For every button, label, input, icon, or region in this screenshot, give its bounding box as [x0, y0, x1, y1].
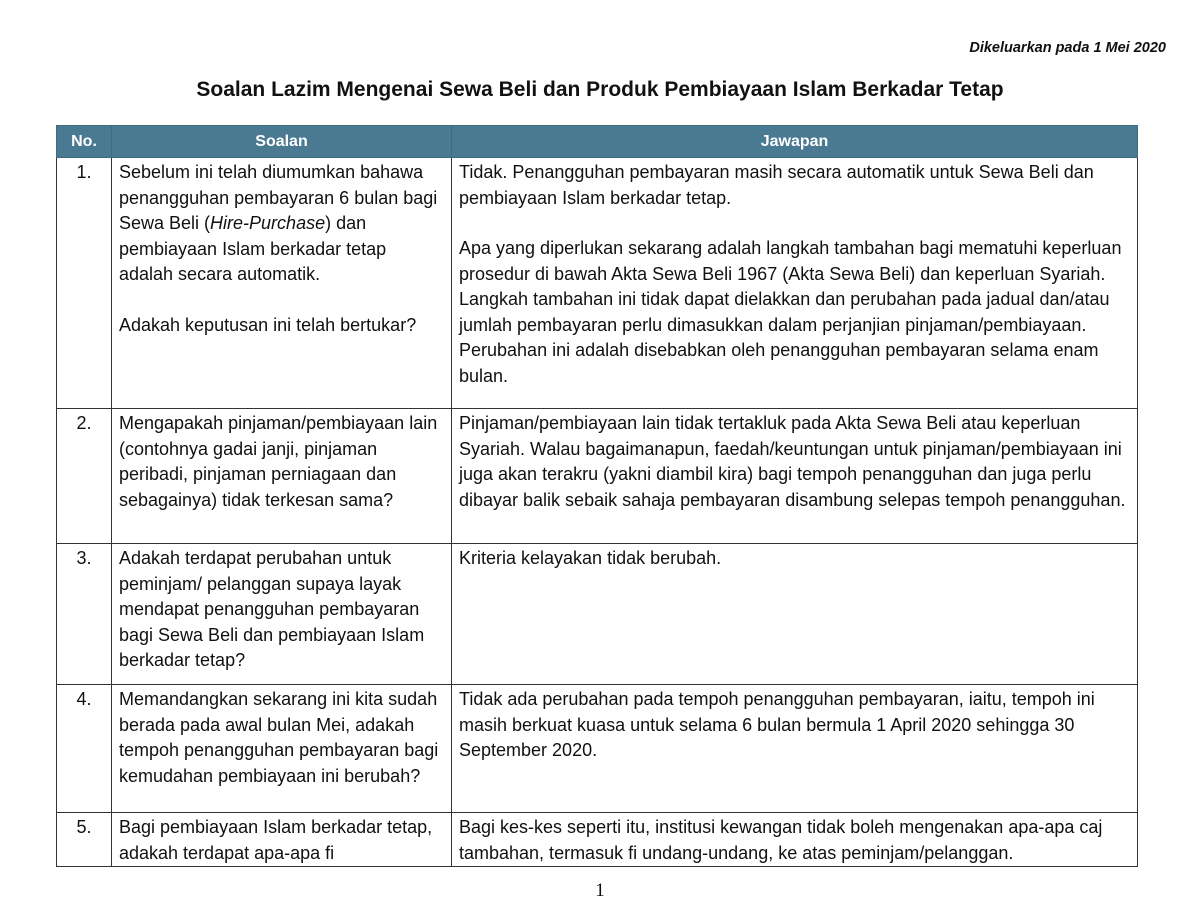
- table-row: [57, 158, 1138, 409]
- question-cell: [112, 158, 452, 409]
- answer-cell: [452, 409, 1138, 544]
- answer-paragraph: Bagi kes-kes seperti itu, institusi kewangan tidak boleh mengenakan apa-apa caj tambahan, termasuk fi undang-undang, ke atas peminjam/pelanggan.: [459, 817, 1103, 863]
- row-number: 3.: [57, 544, 112, 685]
- row-number: 4.: [57, 685, 112, 813]
- answer-paragraph: Pinjaman/pembiayaan lain tidak tertakluk pada Akta Sewa Beli atau keperluan Syariah. Walau bagaimanapun, faedah/keuntungan untuk pinjaman/pembiayaan ini juga akan terakru (yakni diambil kira) bagi tempoh penangguhan dan juga perlu dibayar balik sebaik sahaja pembayaran disambung selepas tempoh penangguhan.: [459, 413, 1126, 510]
- row-number: 1.: [57, 158, 112, 409]
- question-paragraph: Sebelum ini telah diumumkan bahawa penangguhan pembayaran 6 bulan bagi Sewa Beli (Hire-Purchase) dan pembiayaan Islam berkadar tetap adalah secara automatik.: [119, 162, 438, 284]
- faq-table: [56, 125, 1138, 867]
- row-number: 5.: [57, 813, 112, 867]
- question-cell: [112, 685, 452, 813]
- header-question: Soalan: [112, 126, 452, 158]
- table-row: [57, 685, 1138, 813]
- question-paragraph: Mengapakah pinjaman/pembiayaan lain (contohnya gadai janji, pinjaman peribadi, pinjaman perniagaan dan sebagainya) tidak terkesan sama?: [119, 413, 438, 510]
- question-paragraph: Adakah keputusan ini telah bertukar?: [119, 314, 417, 335]
- row-number: 2.: [57, 409, 112, 544]
- issued-date: Dikeluarkan pada 1 Mei 2020: [969, 40, 1166, 56]
- table-row: [57, 544, 1138, 685]
- question-paragraph: Adakah terdapat perubahan untuk peminjam/ pelanggan supaya layak mendapat penangguhan pembayaran bagi Sewa Beli dan pembiayaan Islam berkadar tetap?: [119, 548, 425, 670]
- answer-cell: [452, 685, 1138, 813]
- answer-cell: [452, 158, 1138, 409]
- question-cell: [112, 544, 452, 685]
- faq-body: [57, 158, 1138, 867]
- header-no: No.: [57, 126, 112, 158]
- header-answer: Jawapan: [452, 126, 1138, 158]
- answer-cell: [452, 813, 1138, 867]
- question-cell: [112, 409, 452, 544]
- question-paragraph: Memandangkan sekarang ini kita sudah berada pada awal bulan Mei, adakah tempoh penangguhan pembayaran bagi kemudahan pembiayaan ini berubah?: [119, 689, 439, 786]
- answer-cell: [452, 544, 1138, 685]
- question-cell: [112, 813, 452, 867]
- table-row: [57, 409, 1138, 544]
- answer-paragraph: Tidak ada perubahan pada tempoh penangguhan pembayaran, iaitu, tempoh ini masih berkuat kuasa untuk selama 6 bulan bermula 1 April 2020 sehingga 30 September 2020.: [459, 689, 1095, 760]
- question-paragraph: Bagi pembiayaan Islam berkadar tetap, adakah terdapat apa-apa fi: [119, 817, 433, 863]
- answer-paragraph: Apa yang diperlukan sekarang adalah langkah tambahan bagi mematuhi keperluan prosedur di bawah Akta Sewa Beli 1967 (Akta Sewa Beli) dan keperluan Syariah. Langkah tambahan ini tidak dapat dielakkan dan perubahan pada jadual dan/atau jumlah pembayaran perlu dimasukkan dalam perjanjian pinjaman/pembiayaan. Perubahan ini adalah disebabkan oleh penangguhan pembayaran selama enam bulan.: [459, 238, 1122, 386]
- answer-paragraph: Tidak. Penangguhan pembayaran masih secara automatik untuk Sewa Beli dan pembiayaan Islam berkadar tetap.: [459, 162, 1094, 208]
- table-row: [57, 813, 1138, 867]
- page-number: 1: [595, 880, 605, 901]
- document-title: Soalan Lazim Mengenai Sewa Beli dan Produk Pembiayaan Islam Berkadar Tetap: [196, 78, 1004, 101]
- answer-paragraph: Kriteria kelayakan tidak berubah.: [459, 548, 722, 568]
- faq-header-row: [57, 126, 1138, 158]
